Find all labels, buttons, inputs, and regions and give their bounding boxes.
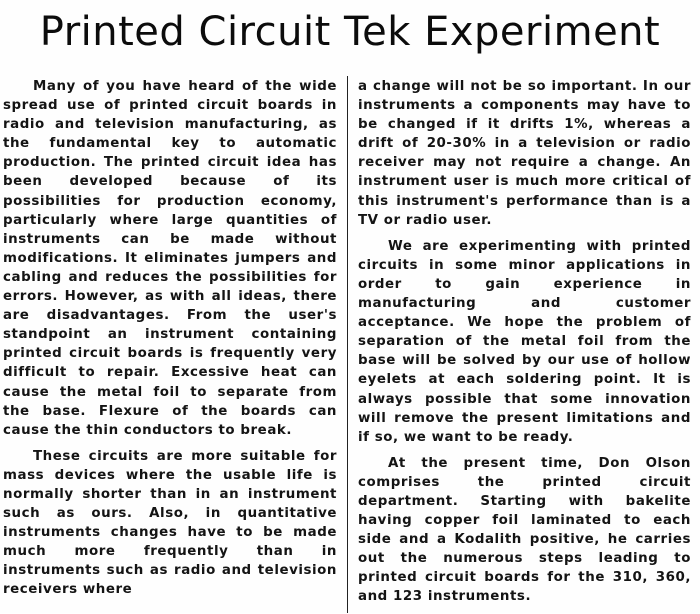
paragraph-experimenting: We are experimenting with printed circuits in some minor applications in order to gain experience in manufacturing and customer acceptance. We hope the problem of separation of the metal foil from the base will be solved by our use of hollow eyelets at each soldering point. It is always possible that some innovation will remove the present limitations and if so, we want to be ready. (358, 238, 691, 445)
left-column (3, 77, 337, 607)
paragraph-continuation: a change will not be so important. In our instruments a components may have to be changed if it drifts 1%, whereas a drift of 20-30% in a television or radio receiver may not require a change. An instrument user is much more critical of this instrument's performance than is a TV or radio user. (358, 79, 691, 228)
paragraph-department: At the present time, Don Olson comprises the printed circuit department. Starting with bakelite having copper foil laminated to each side and a Kodalith positive, he carries out the numerous steps leading to printed circuit boards for the 310, 360, and 123 instruments. (358, 455, 691, 605)
article-title: Printed Circuit Tek Experiment (39, 9, 661, 55)
right-column (358, 77, 691, 614)
paragraph-intro: Many of you have heard of the wide spread use of printed circuit boards in radio and television manufacturing, as the fundamental key to automatic production. The printed circuit idea has been developed because of its possibilities for production economy, particularly where large quantities of instruments can be made without modifications. It eliminates jumpers and cabling and reduces the possibilities for errors. However, as with all ideas, there are disadvantages. From the user's standpoint an instrument containing printed circuit boards is frequently very difficult to repair. Excessive heat can cause the metal foil to separate from the base. Flexure of the boards can cause the thin conductors to break. (3, 79, 337, 438)
paragraph-suitability: These circuits are more suitable for mass devices where the usable life is normally shorter than in an instrument such as ours. Also, in quantitative instruments changes have to be made much more frequently than in instruments such as radio and television receivers where (3, 448, 337, 598)
column-divider (347, 76, 348, 613)
